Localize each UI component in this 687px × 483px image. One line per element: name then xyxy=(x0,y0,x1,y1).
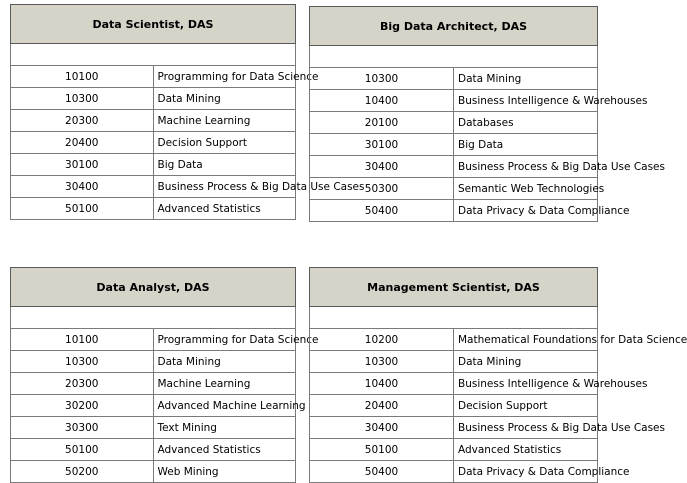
course-name: Business Intelligence & Warehouses xyxy=(454,90,598,112)
table-row xyxy=(11,198,296,220)
course-name: Semantic Web Technologies xyxy=(454,178,598,200)
course-name: Data Privacy & Data Compliance xyxy=(454,200,598,222)
course-name: Business Process & Big Data Use Cases xyxy=(454,417,598,439)
course-name: Business Intelligence & Warehouses xyxy=(454,373,598,395)
card-title: Data Analyst, DAS xyxy=(11,268,296,307)
table-row xyxy=(310,461,598,483)
course-code: 10100 xyxy=(11,66,154,88)
course-code: 30200 xyxy=(11,395,154,417)
table-row xyxy=(310,112,598,134)
course-name: Data Mining xyxy=(454,68,598,90)
table-row xyxy=(310,329,598,351)
course-code: 20400 xyxy=(11,132,154,154)
course-name: Machine Learning xyxy=(153,373,296,395)
table-row xyxy=(310,200,598,222)
table-row xyxy=(310,439,598,461)
table-row xyxy=(11,417,296,439)
table-row xyxy=(310,351,598,373)
course-code: 10200 xyxy=(310,329,454,351)
course-name: Advanced Statistics xyxy=(153,439,296,461)
course-name: Programming for Data Science xyxy=(153,329,296,351)
course-name: Data Mining xyxy=(153,88,296,110)
course-name: Advanced Statistics xyxy=(153,198,296,220)
table-row xyxy=(310,134,598,156)
course-name: Web Mining xyxy=(153,461,296,483)
course-code: 50300 xyxy=(310,178,454,200)
card-data-scientist xyxy=(10,4,365,220)
course-name: Mathematical Foundations for Data Science xyxy=(454,329,598,351)
card-big-data-architect xyxy=(309,6,665,222)
course-name: Machine Learning xyxy=(153,110,296,132)
course-name: Data Mining xyxy=(153,351,296,373)
course-table xyxy=(10,267,319,483)
course-code: 10400 xyxy=(310,373,454,395)
course-name: Business Process & Big Data Use Cases xyxy=(454,156,598,178)
course-name: Advanced Statistics xyxy=(454,439,598,461)
table-row xyxy=(11,66,296,88)
course-code: 30400 xyxy=(310,156,454,178)
table-row xyxy=(310,178,598,200)
spacer-row xyxy=(11,44,296,66)
course-code: 50200 xyxy=(11,461,154,483)
course-code: 30300 xyxy=(11,417,154,439)
spacer-row xyxy=(310,46,598,68)
course-name: Decision Support xyxy=(454,395,598,417)
course-code: 10100 xyxy=(11,329,154,351)
course-code: 20300 xyxy=(11,110,154,132)
table-row xyxy=(310,90,598,112)
course-name: Advanced Machine Learning xyxy=(153,395,296,417)
course-name: Databases xyxy=(454,112,598,134)
table-row xyxy=(11,154,296,176)
table-row xyxy=(11,439,296,461)
table-row xyxy=(11,110,296,132)
course-code: 10300 xyxy=(310,68,454,90)
course-name: Data Mining xyxy=(454,351,598,373)
card-title: Data Scientist, DAS xyxy=(11,5,296,44)
card-title: Management Scientist, DAS xyxy=(310,268,598,307)
course-code: 10400 xyxy=(310,90,454,112)
course-name: Big Data xyxy=(454,134,598,156)
course-code: 30400 xyxy=(11,176,154,198)
table-row xyxy=(310,156,598,178)
course-code: 10300 xyxy=(310,351,454,373)
course-table xyxy=(10,4,365,220)
table-row xyxy=(310,417,598,439)
course-table xyxy=(309,267,687,483)
spacer-row xyxy=(11,307,296,329)
course-name: Big Data xyxy=(153,154,296,176)
table-row xyxy=(11,132,296,154)
table-row xyxy=(11,351,296,373)
course-code: 20400 xyxy=(310,395,454,417)
table-row xyxy=(11,329,296,351)
course-name: Decision Support xyxy=(153,132,296,154)
course-code: 10300 xyxy=(11,88,154,110)
table-row xyxy=(11,395,296,417)
course-code: 30100 xyxy=(11,154,154,176)
card-title: Big Data Architect, DAS xyxy=(310,7,598,46)
course-table xyxy=(309,6,665,222)
course-name: Programming for Data Science xyxy=(153,66,296,88)
table-row xyxy=(310,373,598,395)
course-code: 50100 xyxy=(11,439,154,461)
table-row xyxy=(310,68,598,90)
course-code: 50100 xyxy=(310,439,454,461)
course-code: 30400 xyxy=(310,417,454,439)
course-name: Business Process & Big Data Use Cases xyxy=(153,176,296,198)
course-code: 20100 xyxy=(310,112,454,134)
spacer-row xyxy=(310,307,598,329)
course-name: Text Mining xyxy=(153,417,296,439)
table-row xyxy=(11,88,296,110)
course-code: 50400 xyxy=(310,200,454,222)
course-name: Data Privacy & Data Compliance xyxy=(454,461,598,483)
card-data-analyst xyxy=(10,267,319,483)
table-row xyxy=(11,176,296,198)
table-row xyxy=(310,395,598,417)
card-management-scientist xyxy=(309,267,687,483)
course-code: 10300 xyxy=(11,351,154,373)
course-code: 20300 xyxy=(11,373,154,395)
course-code: 50400 xyxy=(310,461,454,483)
table-row xyxy=(11,373,296,395)
table-row xyxy=(11,461,296,483)
course-code: 50100 xyxy=(11,198,154,220)
course-code: 30100 xyxy=(310,134,454,156)
